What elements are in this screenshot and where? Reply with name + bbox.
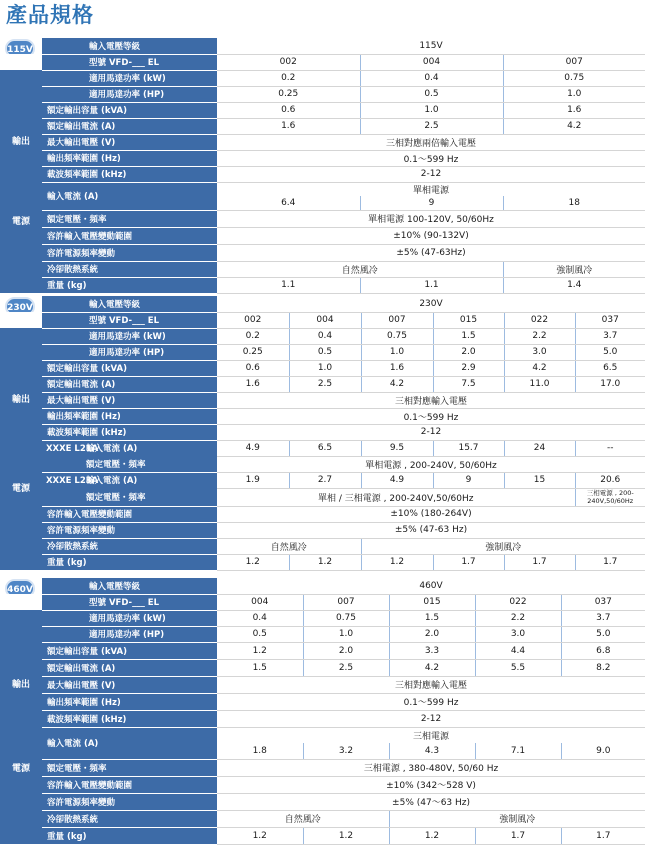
row-label: 額定輸出容量 (kVA)	[42, 102, 217, 118]
value-cell: 4.2	[361, 376, 433, 392]
row-label: 輸出頻率範圍 (Hz)	[42, 150, 217, 166]
voltage-class-value: 115V	[217, 38, 645, 54]
model-cell: 037	[561, 594, 645, 610]
row-label: 適用馬達功率 (kW)	[42, 610, 217, 626]
row-label: 額定電壓・頻率	[42, 759, 217, 776]
row-label: 型號 VFD-___ EL	[42, 594, 217, 610]
value-cell: 三相對應輸入電壓	[217, 676, 645, 693]
row-label: 輸入電壓等級	[42, 38, 217, 54]
spec-table-460v	[0, 578, 645, 845]
value-cell: 1.2	[217, 554, 289, 570]
value-cell: 6.5	[575, 360, 645, 376]
value-cell: 2.5	[303, 659, 389, 676]
value-cell: 4.3	[389, 743, 475, 759]
row-label: 適用馬達功率 (kW)	[42, 328, 217, 344]
value-cell: 2.0	[389, 626, 475, 642]
value-cell: 0.4	[360, 70, 503, 86]
value-cell: 2.0	[303, 642, 389, 659]
model-cell: 037	[575, 312, 645, 328]
model-cell: 022	[504, 312, 575, 328]
row-label: 最大輸出電壓 (V)	[42, 676, 217, 693]
value-cell: 17.0	[575, 376, 645, 392]
l23a-current-label: XXXE L23A輸入電流 (A)	[42, 472, 217, 488]
value-cell: 強制風冷	[361, 538, 645, 554]
value-cell: 5.5	[475, 659, 561, 676]
value-cell: 2.5	[360, 118, 503, 134]
value-cell: 0.2	[217, 70, 360, 86]
value-cell: 7.1	[475, 743, 561, 759]
value-cell: 1.6	[217, 376, 289, 392]
value-cell: 1.2	[303, 827, 389, 844]
value-cell: 2-12	[217, 166, 645, 182]
group-label-output: 輸出	[0, 642, 42, 727]
value-cell: 1.2	[289, 554, 361, 570]
row-label: 冷卻散熱系統	[42, 261, 217, 277]
value-cell: 1.0	[361, 344, 433, 360]
value-cell: 0.75	[503, 70, 645, 86]
value-cell: 自然風冷	[217, 810, 389, 827]
value-cell: 7.5	[433, 376, 504, 392]
value-cell: 1.6	[217, 118, 360, 134]
value-cell: 自然風冷	[217, 538, 361, 554]
value-cell: 1.7	[575, 554, 645, 570]
value-cell: 1.2	[217, 642, 303, 659]
value-cell: 1.0	[503, 86, 645, 102]
value-cell: 0.6	[217, 360, 289, 376]
value-cell: 1.9	[217, 472, 289, 488]
row-label: 額定輸出電流 (A)	[42, 659, 217, 676]
row-label: 最大輸出電壓 (V)	[42, 134, 217, 150]
row-label: 輸入電壓等級	[42, 578, 217, 594]
l21a-current-label: XXXE L21A輸入電流 (A)	[42, 440, 217, 456]
value-cell: 0.25	[217, 86, 360, 102]
value-cell: 8.2	[561, 659, 645, 676]
spec-table-115v	[0, 38, 645, 294]
row-label: 冷卻散熱系統	[42, 538, 217, 554]
row-label: 適用馬達功率 (HP)	[42, 86, 217, 102]
value-cell: 2.2	[475, 610, 561, 626]
model-cell: 002	[217, 312, 289, 328]
value-cell: 三相電源 , 380-480V, 50/60 Hz	[217, 759, 645, 776]
model-cell: 007	[361, 312, 433, 328]
row-label: 額定電壓・頻率	[42, 488, 217, 506]
value-cell: 三相對應輸入電壓	[217, 392, 645, 408]
voltage-badge-115v: 115V	[5, 39, 35, 54]
spec-table-230v	[0, 296, 645, 571]
value-cell: 1.7	[475, 827, 561, 844]
value-cell: 1.5	[433, 328, 504, 344]
group-label-output: 輸出	[0, 360, 42, 440]
value-cell: 2-12	[217, 710, 645, 727]
row-label: 容許輸入電壓變動範圍	[42, 776, 217, 793]
row-label: 型號 VFD-___ EL	[42, 312, 217, 328]
value-cell: 18	[503, 196, 645, 210]
value-cell: 0.75	[361, 328, 433, 344]
page-title: 產品規格	[6, 3, 94, 27]
value-cell: 1.0	[360, 102, 503, 118]
row-label: 輸入電壓等級	[42, 296, 217, 312]
value-cell: ±10% (90-132V)	[217, 227, 645, 244]
model-cell: 015	[433, 312, 504, 328]
model-cell: 004	[217, 594, 303, 610]
model-cell: 015	[389, 594, 475, 610]
row-label: 適用馬達功率 (kW)	[42, 70, 217, 86]
row-label: 輸入電流 (A)	[42, 727, 217, 759]
row-label: 載波頻率範圍 (kHz)	[42, 166, 217, 182]
group-label-power: 電源	[0, 182, 42, 261]
value-cell: 1.2	[389, 827, 475, 844]
value-cell: 1.2	[217, 827, 303, 844]
value-cell: 三相電源 , 200-240V,50/60Hz	[575, 488, 645, 506]
row-label: 冷卻散熱系統	[42, 810, 217, 827]
value-cell: ±10% (180-264V)	[217, 506, 645, 522]
model-cell: 007	[503, 54, 645, 70]
row-label: 重量 (kg)	[42, 277, 217, 293]
value-cell: 1.5	[389, 610, 475, 626]
value-cell: 1.0	[303, 626, 389, 642]
voltage-badge-460v: 460V	[5, 579, 35, 594]
value-cell: 2.7	[289, 472, 361, 488]
voltage-class-value: 230V	[217, 296, 645, 312]
row-label: 容許電源頻率變動	[42, 793, 217, 810]
model-cell: 002	[217, 54, 360, 70]
voltage-class-value: 460V	[217, 578, 645, 594]
value-cell: 20.6	[575, 472, 645, 488]
value-cell: 1.8	[217, 743, 303, 759]
row-label: 容許電源頻率變動	[42, 244, 217, 261]
value-cell: 0.5	[360, 86, 503, 102]
value-cell: 5.0	[561, 626, 645, 642]
value-cell: 1.7	[561, 827, 645, 844]
value-cell: 0.25	[217, 344, 289, 360]
group-label-output: 輸出	[0, 102, 42, 182]
value-cell: 0.2	[217, 328, 289, 344]
value-cell: 0.1～599 Hz	[217, 150, 645, 166]
value-cell: 0.75	[303, 610, 389, 626]
value-cell: 1.1	[217, 277, 360, 293]
value-cell: 單相電源 , 200-240V, 50/60Hz	[217, 456, 645, 472]
model-cell: 004	[360, 54, 503, 70]
value-cell: 1.7	[504, 554, 575, 570]
group-label-power: 電源	[0, 440, 42, 538]
row-label: 型號 VFD-___ EL	[42, 54, 217, 70]
row-label: 重量 (kg)	[42, 827, 217, 844]
value-cell: ±5% (47-63Hz)	[217, 244, 645, 261]
model-suffix-l23a: XXXE L23A	[46, 476, 99, 487]
row-label: 最大輸出電壓 (V)	[42, 392, 217, 408]
row-label: 輸出頻率範圍 (Hz)	[42, 408, 217, 424]
value-cell: ±5% (47-63 Hz)	[217, 522, 645, 538]
model-cell: 022	[475, 594, 561, 610]
value-cell: 強制風冷	[503, 261, 645, 277]
row-label: 適用馬達功率 (HP)	[42, 626, 217, 642]
value-cell: 0.5	[289, 344, 361, 360]
value-cell: 4.9	[217, 440, 289, 456]
value-cell: 3.0	[475, 626, 561, 642]
value-cell: 4.4	[475, 642, 561, 659]
value-cell: 1.4	[503, 277, 645, 293]
value-cell: 1.7	[433, 554, 504, 570]
value-cell: 2.9	[433, 360, 504, 376]
value-cell: 2-12	[217, 424, 645, 440]
group-label-power: 電源	[0, 727, 42, 810]
value-cell: 0.6	[217, 102, 360, 118]
value-cell: 11.0	[504, 376, 575, 392]
value-cell: 1.2	[361, 554, 433, 570]
row-label: 額定電壓・頻率	[42, 210, 217, 227]
value-cell: 1.0	[289, 360, 361, 376]
value-cell: 4.9	[361, 472, 433, 488]
row-label: 額定電壓・頻率	[42, 456, 217, 472]
value-cell: 0.5	[217, 626, 303, 642]
value-cell: 5.0	[575, 344, 645, 360]
value-cell: 2.0	[433, 344, 504, 360]
value-cell: ±10% (342～528 V)	[217, 776, 645, 793]
value-cell: 3.2	[303, 743, 389, 759]
value-cell: 9	[360, 196, 503, 210]
model-suffix-l21a: XXXE L21A	[46, 444, 99, 455]
value-cell: 單相電源	[217, 182, 645, 196]
value-cell: 15.7	[433, 440, 504, 456]
model-cell: 007	[303, 594, 389, 610]
row-label: 額定輸出電流 (A)	[42, 118, 217, 134]
value-cell: 0.1～599 Hz	[217, 408, 645, 424]
value-cell: 單相電源 100-120V, 50/60Hz	[217, 210, 645, 227]
voltage-badge-230v: 230V	[5, 297, 35, 312]
row-label: 容許輸入電壓變動範圍	[42, 227, 217, 244]
value-cell: 4.2	[503, 118, 645, 134]
value-cell: ±5% (47～63 Hz)	[217, 793, 645, 810]
row-label: 額定輸出容量 (kVA)	[42, 642, 217, 659]
value-cell: 強制風冷	[389, 810, 645, 827]
row-label: 額定輸出電流 (A)	[42, 376, 217, 392]
value-cell: 0.4	[289, 328, 361, 344]
value-cell: 3.7	[561, 610, 645, 626]
value-cell: 6.8	[561, 642, 645, 659]
value-cell: 3.0	[504, 344, 575, 360]
row-label: 載波頻率範圍 (kHz)	[42, 424, 217, 440]
value-cell: 6.4	[217, 196, 360, 210]
value-cell: 9	[433, 472, 504, 488]
value-cell: 24	[504, 440, 575, 456]
value-cell: 單相 / 三相電源 , 200-240V,50/60Hz	[217, 488, 575, 506]
value-cell: 三相電源	[217, 727, 645, 743]
value-cell: 2.5	[289, 376, 361, 392]
row-label: 容許輸入電壓變動範圍	[42, 506, 217, 522]
value-cell: 3.3	[389, 642, 475, 659]
value-cell: 1.6	[361, 360, 433, 376]
badge-cell	[0, 38, 42, 54]
value-cell: 0.4	[217, 610, 303, 626]
row-label: 輸入電流 (A)	[42, 182, 217, 210]
value-cell: 6.5	[289, 440, 361, 456]
value-cell: 1.5	[217, 659, 303, 676]
value-cell: 自然風冷	[217, 261, 503, 277]
row-label: 重量 (kg)	[42, 554, 217, 570]
value-cell: 4.2	[389, 659, 475, 676]
value-cell: 4.2	[504, 360, 575, 376]
value-cell: 9.5	[361, 440, 433, 456]
row-label: 載波頻率範圍 (kHz)	[42, 710, 217, 727]
row-label: 容許電源頻率變動	[42, 522, 217, 538]
value-cell: 15	[504, 472, 575, 488]
value-cell: 1.6	[503, 102, 645, 118]
row-label: 額定輸出容量 (kVA)	[42, 360, 217, 376]
value-cell: 3.7	[575, 328, 645, 344]
value-cell: 2.2	[504, 328, 575, 344]
row-label: 適用馬達功率 (HP)	[42, 344, 217, 360]
value-cell: 三相對應兩倍輸入電壓	[217, 134, 645, 150]
value-cell: 1.1	[360, 277, 503, 293]
model-cell: 004	[289, 312, 361, 328]
value-cell: 0.1～599 Hz	[217, 693, 645, 710]
value-cell: --	[575, 440, 645, 456]
row-label: 輸出頻率範圍 (Hz)	[42, 693, 217, 710]
value-cell: 9.0	[561, 743, 645, 759]
